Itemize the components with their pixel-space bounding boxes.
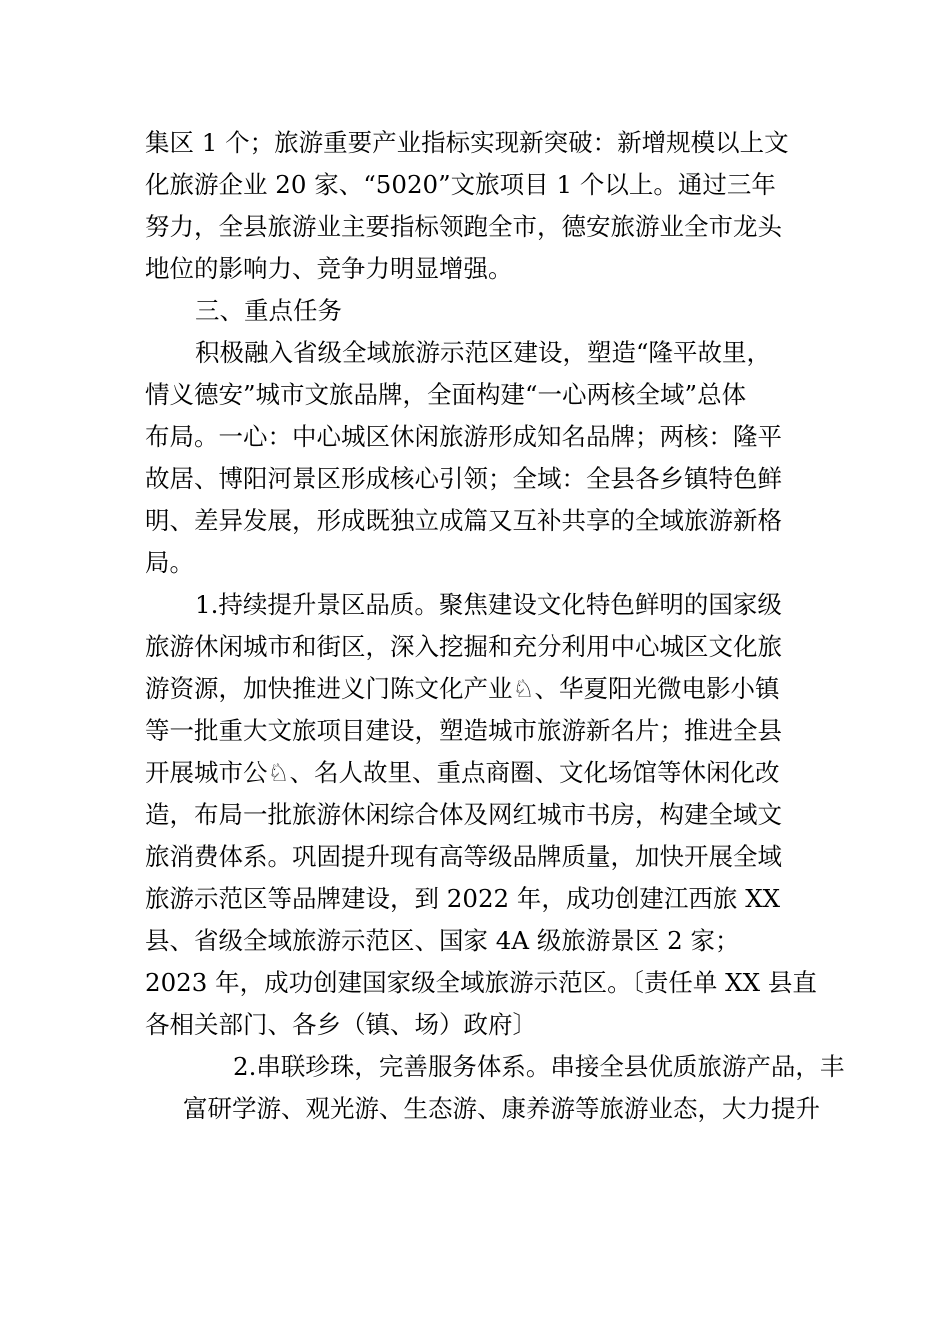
text-line: 各相关部门、各乡（镇、场）政府〕 xyxy=(145,1010,537,1039)
text-line: 2.串联珍珠，完善服务体系。串接全县优质旅游产品，丰 xyxy=(233,1052,845,1081)
text-line: 集区 1 个；旅游重要产业指标实现新突破：新增规模以上文 xyxy=(145,128,789,157)
text-line: 旅消费体系。巩固提升现有高等级品牌质量，加快开展全域 xyxy=(145,842,782,871)
text-line: 布局。一心：中心城区休闲旅游形成知名品牌；两核：隆平 xyxy=(145,422,782,451)
text-line: 旅游示范区等品牌建设，到 2022 年，成功创建江西旅 XX xyxy=(145,884,781,913)
text-line: 旅游休闲城市和街区，深入挖掘和充分利用中心城区文化旅 xyxy=(145,632,782,661)
text-line: 游资源，加快推进义门陈文化产业♘、华夏阳光微电影小镇 xyxy=(145,674,780,703)
text-line: 局。 xyxy=(145,548,194,577)
text-line: 地位的影响力、竞争力明显增强。 xyxy=(145,254,513,283)
section-heading: 三、重点任务 xyxy=(195,296,342,325)
text-line: 富研学游、观光游、生态游、康养游等旅游业态，大力提升 xyxy=(183,1094,820,1123)
text-line: 故居、博阳河景区形成核心引领；全域：全县各乡镇特色鲜 xyxy=(145,464,782,493)
text-line: 造，布局一批旅游休闲综合体及网红城市书房，构建全域文 xyxy=(145,800,782,829)
text-line: 积极融入省级全域旅游示范区建设，塑造“隆平故里， xyxy=(195,338,772,367)
text-line: 2023 年，成功创建国家级全域旅游示范区。〔责任单 XX 县直 xyxy=(145,968,817,997)
text-line: 化旅游企业 20 家、“5020”文旅项目 1 个以上。通过三年 xyxy=(145,170,776,199)
text-line: 开展城市公♘、名人故里、重点商圈、文化场馆等休闲化改 xyxy=(145,758,780,787)
text-line: 努力，全县旅游业主要指标领跑全市，德安旅游业全市龙头 xyxy=(145,212,782,241)
text-line: 县、省级全域旅游示范区、国家 4A 级旅游景区 2 家； xyxy=(145,926,740,955)
text-line: 1.持续提升景区品质。聚焦建设文化特色鲜明的国家级 xyxy=(195,590,782,619)
text-line: 明、差异发展，形成既独立成篇又互补共享的全域旅游新格 xyxy=(145,506,782,535)
text-line: 等一批重大文旅项目建设，塑造城市旅游新名片；推进全县 xyxy=(145,716,782,745)
text-line: 情义德安”城市文旅品牌，全面构建“一心两核全域”总体 xyxy=(145,380,747,409)
